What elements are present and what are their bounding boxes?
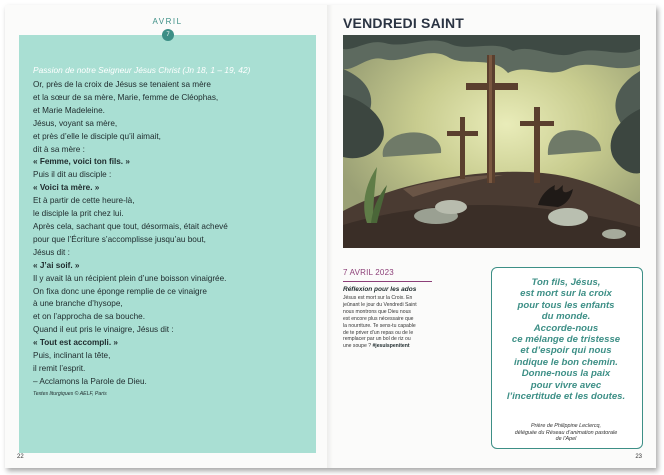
reflection-line: une soupe ? #jesuispenitent — [343, 343, 410, 350]
gospel-line: et on l’approcha de sa bouche. — [33, 312, 145, 322]
signature-line: déléguée du Réseau d’animation pastorale — [514, 429, 618, 436]
gospel-line: le disciple la prit chez lui. — [33, 209, 124, 219]
gospel-line: et la sœur de sa mère, Marie, femme de Cléophas, — [33, 92, 219, 102]
prayer-text — [491, 277, 641, 402]
prayer-signature — [491, 423, 641, 443]
prayer-line: et d’espoir qui nous — [520, 345, 612, 357]
gospel-line: – Acclamons la Parole de Dieu. — [33, 376, 147, 386]
reflection-line: la nourriture. Te sens-tu capable — [343, 322, 416, 329]
prayer-line: est mort sur la croix — [520, 288, 612, 300]
reflection-text — [343, 295, 433, 350]
passage-title: Passion de notre Seigneur Jésus Christ (Jn 18, 1 – 19, 42) — [33, 65, 251, 75]
gospel-line: « J’ai soif. » — [33, 260, 80, 270]
gospel-line: Après cela, sachant que tout, désormais, était achevé — [33, 221, 228, 231]
signature-line: Prière de Philippine Leclercq, — [530, 423, 602, 429]
page-number-right: 23 — [635, 454, 642, 460]
prayer-line: pour vivre avec — [530, 379, 602, 391]
prayer-line: pour tous les enfants — [517, 299, 615, 311]
day-title: VENDREDI SAINT — [343, 15, 465, 31]
prayer-line: Donne-nous la paix — [521, 368, 611, 380]
month-header: AVRIL — [152, 17, 183, 26]
prayer-line: Ton fils, Jésus, — [531, 277, 601, 288]
reflection-line: jeûnant le jour du Vendredi Saint — [343, 301, 417, 308]
gospel-line: « Voici ta mère. » — [33, 183, 100, 193]
gospel-line: « Femme, voici ton fils. » — [33, 157, 130, 167]
gospel-line: Jésus, voyant sa mère, — [33, 118, 118, 128]
liturgical-credit: Textes liturgiques © AELF, Paris — [33, 391, 107, 397]
day-badge: 7 — [162, 29, 174, 41]
gospel-line: dit à sa mère : — [33, 144, 85, 154]
gospel-line: pour que l’Écriture s’accomplisse jusqu’au bout, — [33, 234, 206, 244]
gospel-line: à une branche d’hysope, — [33, 299, 123, 309]
book-spread — [5, 5, 656, 468]
gospel-line: Puis, inclinant la tête, — [33, 351, 111, 361]
date-rule — [343, 281, 432, 282]
gospel-line: Or, près de la croix de Jésus se tenaient sa mère — [33, 80, 211, 89]
prayer-line: Accorde-nous — [533, 322, 599, 334]
prayer-line: indique le bon chemin. — [514, 356, 618, 368]
gospel-text — [33, 79, 228, 389]
gospel-line: il remit l’esprit. — [33, 363, 86, 373]
gospel-line: Quand il eut pris le vinaigre, Jésus dit : — [33, 325, 174, 335]
page-number-left: 22 — [17, 454, 24, 460]
right-page — [330, 5, 656, 468]
gospel-line: et Marie Madeleine. — [33, 105, 105, 115]
gospel-line: Puis il dit au disciple : — [33, 170, 112, 180]
gospel-line: Jésus dit : — [33, 247, 70, 257]
gospel-line: On fixa donc une éponge remplie de ce vinaigre — [33, 286, 207, 296]
prayer-line: du monde. — [541, 311, 591, 323]
gospel-line: et près d’elle le disciple qu’il aimait, — [33, 131, 161, 141]
gospel-line: « Tout est accompli. » — [33, 338, 118, 348]
hashtag: #jesuispenitent — [371, 343, 410, 350]
reflection-line: est encore plus nécessaire que — [343, 315, 414, 322]
gospel-line: Il y avait là un récipient plein d’une boisson vinaigrée. — [33, 273, 227, 283]
left-page — [5, 5, 330, 468]
prayer-line: ce mélange de tristesse — [511, 334, 621, 346]
three-crosses-on-hill-illustration — [343, 35, 640, 248]
gospel-line: Et à partir de cette heure-là, — [33, 196, 135, 206]
signature-line: de l’Apel — [555, 436, 577, 443]
reflection-title: Réflexion pour les ados — [343, 286, 417, 293]
prayer-line: l’incertitude et les doutes. — [506, 391, 626, 403]
date-heading: 7 AVRIL 2023 — [343, 268, 394, 277]
reflection-line: remplacer par un bol de riz ou — [343, 336, 411, 343]
reflection-line: nous montrons que Dieu nous — [343, 308, 411, 315]
reflection-line: Jésus est mort sur la Croix. En — [343, 295, 413, 301]
reflection-line: de te priver d’un repas ou de le — [343, 329, 414, 336]
